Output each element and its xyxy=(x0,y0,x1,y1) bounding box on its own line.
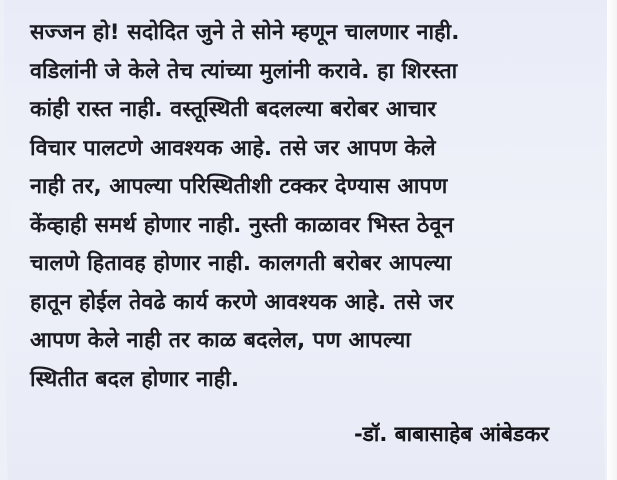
quote-line-4: विचार पालटणे आवश्यक आहे. तसे जर आपण केले xyxy=(30,135,436,161)
quote-line-8: हातून होईल तेवढे कार्य करणे आवश्यक आहे. तसे जर xyxy=(30,289,454,315)
quote-line-5: नाही तर, आपल्या परिस्थितीशी टक्कर देण्यास आपण xyxy=(30,174,448,199)
quote-text xyxy=(30,14,600,399)
quote-line-1: सज्जन हो! सदोदित जुने ते सोने म्हणून चालणार नाही. xyxy=(30,20,460,45)
quote-line-6: केंव्हाही समर्थ होणार नाही. नुस्ती काळावर भिस्त ठेवून xyxy=(30,212,454,238)
quote-line-3: कांही रास्त नाही. वस्तूस्थिती बदलल्या बरोबर आचार xyxy=(30,97,437,122)
quote-author: -डॉ. बाबासाहेब आंबेडकर xyxy=(353,422,549,446)
quote-line-10: स्थितीत बदल होणार नाही. xyxy=(30,366,240,392)
paper-edge xyxy=(607,0,617,480)
quote-line-9: आपण केले नाही तर काळ बदलेल, पण आपल्या xyxy=(30,328,411,353)
quote-line-7: चालणे हितावह होणार नाही. कालगती बरोबर आपल्या xyxy=(30,251,452,276)
quote-line-2: वडिलांनी जे केले तेच त्यांच्या मुलांनी करावे. हा शिरस्ता xyxy=(30,58,458,84)
